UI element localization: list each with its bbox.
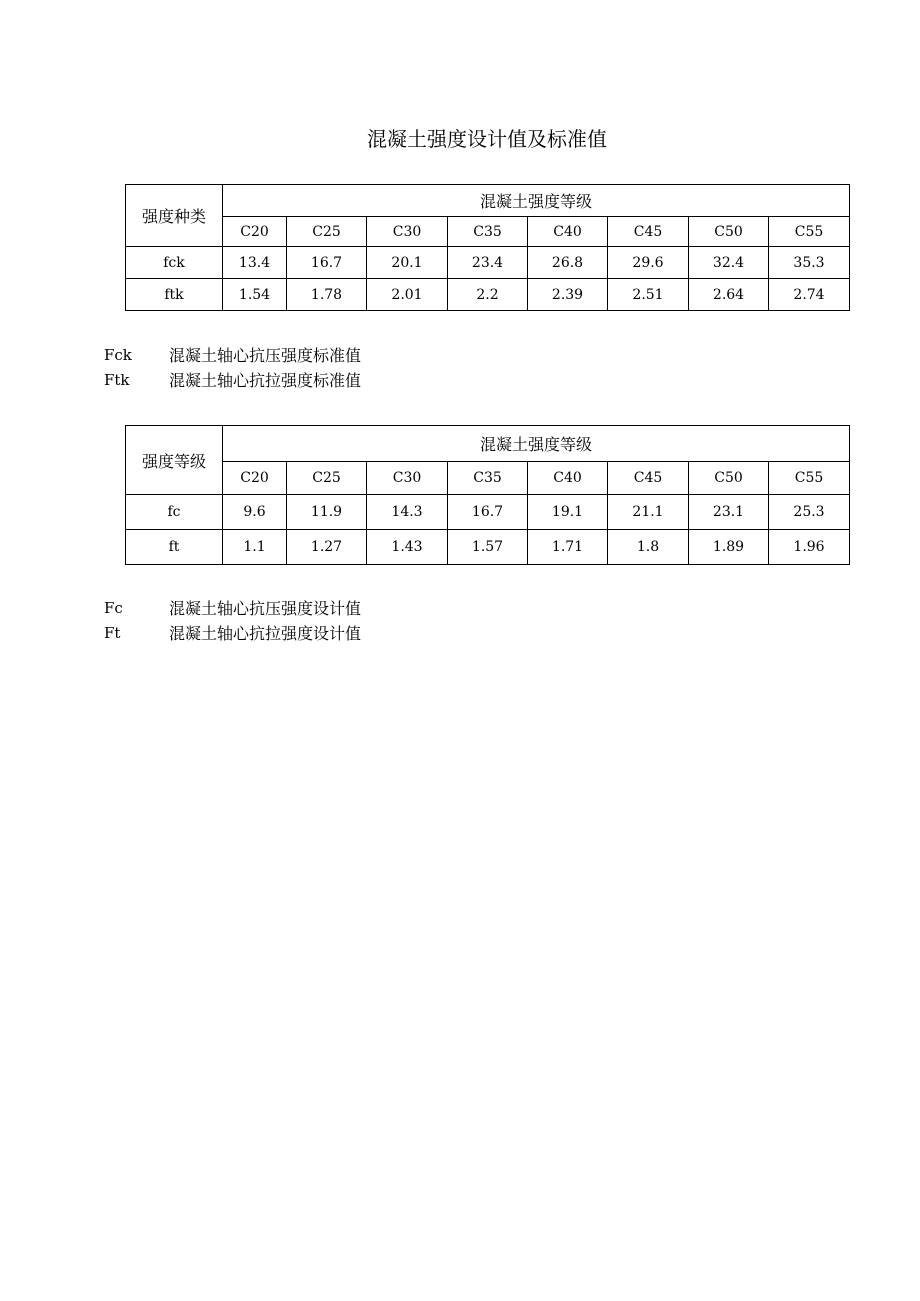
value-cell: 2.64 bbox=[689, 279, 769, 311]
table-header-row bbox=[126, 185, 850, 217]
value-cell: 16.7 bbox=[287, 247, 367, 279]
value-cell: 1.89 bbox=[689, 530, 769, 565]
row-header-cell: 强度等级 bbox=[126, 426, 223, 495]
value-cell: 23.1 bbox=[689, 495, 769, 530]
legend-description: 混凝土轴心抗压强度标准值 bbox=[169, 346, 362, 365]
grade-cell: C50 bbox=[689, 462, 769, 495]
table-row bbox=[126, 247, 850, 279]
value-cell: 16.7 bbox=[448, 495, 528, 530]
grade-cell: C35 bbox=[448, 217, 528, 247]
legend-description: 混凝土轴心抗拉强度标准值 bbox=[169, 371, 362, 390]
value-cell: 32.4 bbox=[689, 247, 769, 279]
grade-cell: C35 bbox=[448, 462, 528, 495]
value-cell: 1.54 bbox=[223, 279, 287, 311]
table-row bbox=[126, 279, 850, 311]
grade-cell: C55 bbox=[769, 217, 850, 247]
grade-cell: C50 bbox=[689, 217, 769, 247]
table-header-row bbox=[126, 426, 850, 462]
grade-cell: C40 bbox=[528, 217, 608, 247]
legend-item bbox=[104, 621, 361, 646]
legend-item bbox=[104, 368, 361, 393]
value-cell: 2.51 bbox=[608, 279, 689, 311]
value-cell: 2.39 bbox=[528, 279, 608, 311]
legend-item bbox=[104, 596, 361, 621]
grade-cell: C25 bbox=[287, 217, 367, 247]
row-header-cell: 强度种类 bbox=[126, 185, 223, 247]
legend-symbol: Ft bbox=[104, 624, 121, 642]
page-title: 混凝土强度设计值及标准值 bbox=[367, 127, 607, 151]
row-label-cell: fck bbox=[126, 247, 223, 279]
grade-cell: C25 bbox=[287, 462, 367, 495]
concrete-design-strength-table bbox=[125, 425, 850, 565]
legend-symbol: Fck bbox=[104, 346, 132, 364]
table-row bbox=[126, 530, 850, 565]
grade-cell: C45 bbox=[608, 462, 689, 495]
value-cell: 2.01 bbox=[367, 279, 448, 311]
value-cell: 1.8 bbox=[608, 530, 689, 565]
value-cell: 2.74 bbox=[769, 279, 850, 311]
value-cell: 20.1 bbox=[367, 247, 448, 279]
row-label-cell: fc bbox=[126, 495, 223, 530]
grade-cell: C45 bbox=[608, 217, 689, 247]
value-cell: 21.1 bbox=[608, 495, 689, 530]
value-cell: 26.8 bbox=[528, 247, 608, 279]
value-cell: 1.71 bbox=[528, 530, 608, 565]
value-cell: 19.1 bbox=[528, 495, 608, 530]
grade-cell: C30 bbox=[367, 462, 448, 495]
value-cell: 23.4 bbox=[448, 247, 528, 279]
value-cell: 1.78 bbox=[287, 279, 367, 311]
grade-header-row bbox=[126, 217, 850, 247]
group-header-cell: 混凝土强度等级 bbox=[223, 426, 850, 462]
legend-symbol: Fc bbox=[104, 599, 123, 617]
value-cell: 25.3 bbox=[769, 495, 850, 530]
grade-header-row bbox=[126, 462, 850, 495]
legend-symbol: Ftk bbox=[104, 371, 130, 389]
legend-item bbox=[104, 343, 361, 368]
standard-value-legend bbox=[104, 343, 361, 393]
concrete-standard-strength-table bbox=[125, 184, 850, 311]
value-cell: 29.6 bbox=[608, 247, 689, 279]
value-cell: 9.6 bbox=[223, 495, 287, 530]
grade-cell: C20 bbox=[223, 462, 287, 495]
row-label-cell: ftk bbox=[126, 279, 223, 311]
table-row bbox=[126, 495, 850, 530]
row-label-cell: ft bbox=[126, 530, 223, 565]
value-cell: 13.4 bbox=[223, 247, 287, 279]
value-cell: 1.1 bbox=[223, 530, 287, 565]
legend-description: 混凝土轴心抗压强度设计值 bbox=[169, 599, 362, 618]
value-cell: 1.96 bbox=[769, 530, 850, 565]
grade-cell: C55 bbox=[769, 462, 850, 495]
grade-cell: C20 bbox=[223, 217, 287, 247]
value-cell: 2.2 bbox=[448, 279, 528, 311]
value-cell: 1.27 bbox=[287, 530, 367, 565]
value-cell: 35.3 bbox=[769, 247, 850, 279]
group-header-cell: 混凝土强度等级 bbox=[223, 185, 850, 217]
design-value-legend bbox=[104, 596, 361, 646]
grade-cell: C40 bbox=[528, 462, 608, 495]
value-cell: 14.3 bbox=[367, 495, 448, 530]
legend-description: 混凝土轴心抗拉强度设计值 bbox=[169, 624, 362, 643]
value-cell: 1.57 bbox=[448, 530, 528, 565]
value-cell: 1.43 bbox=[367, 530, 448, 565]
grade-cell: C30 bbox=[367, 217, 448, 247]
value-cell: 11.9 bbox=[287, 495, 367, 530]
